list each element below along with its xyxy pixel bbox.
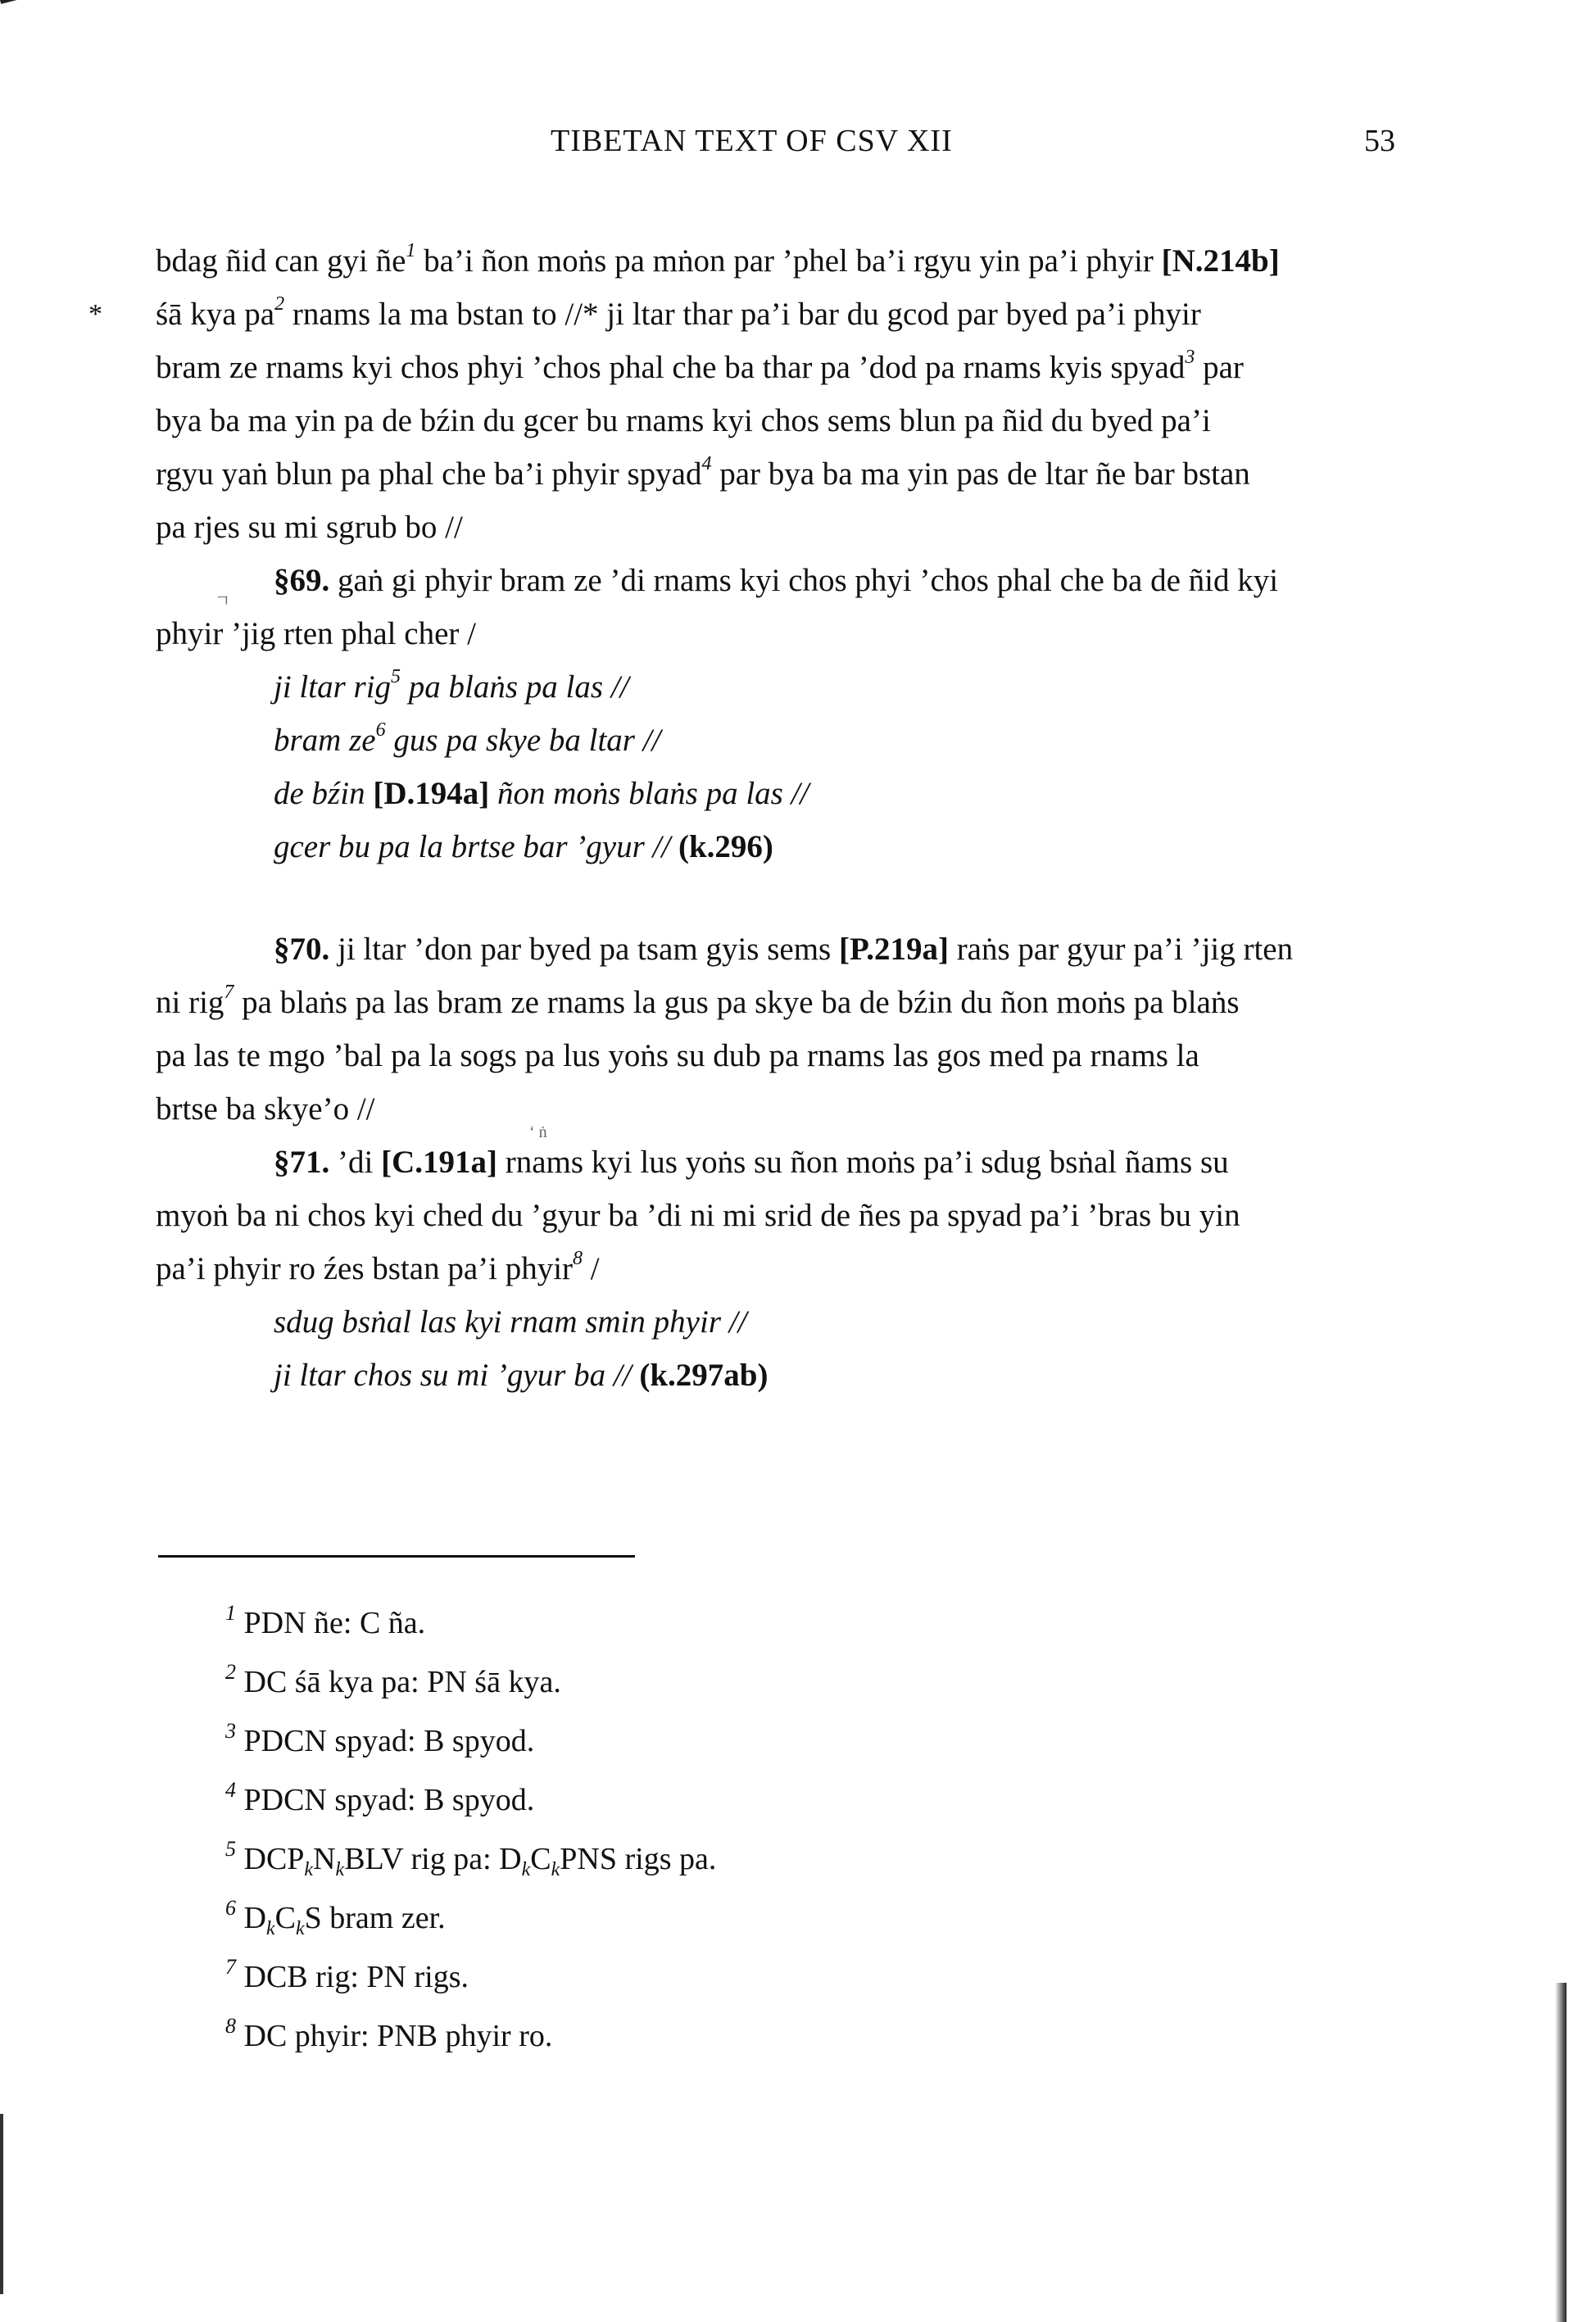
page-header	[0, 123, 1596, 172]
verse-line: ji ltar rig$^5$ pa blaṅs pa las //	[274, 666, 629, 705]
footnote-3: $^3$ PDCN spyad: B spyod.	[225, 1719, 535, 1758]
footnote-ref[interactable]: 5	[391, 666, 401, 687]
footnote-ref[interactable]: 6	[375, 719, 386, 741]
karika-ref: (k.297ab)	[639, 1358, 769, 1393]
footnotes	[225, 1594, 716, 2066]
text-line: pa rjes su mi sgrub bo //	[156, 510, 463, 545]
scan-edge-artifact	[1555, 1983, 1567, 2322]
paragraph-gap	[156, 873, 1405, 923]
footnote-ref[interactable]: 2	[274, 293, 285, 315]
footnote-divider	[158, 1555, 635, 1558]
margin-asterisk: *	[88, 299, 102, 329]
verse-line: bram $ze^6$ gus pa skye ba ltar //	[274, 719, 661, 758]
footnote-6: $^6$ $D_kC_kS$ bram zer.	[225, 1896, 446, 1939]
scan-left-edge-artifact	[0, 2114, 3, 2294]
text-line: pa’i phyir ro źes bstan pa’i phyir$^8$ /	[156, 1248, 600, 1286]
text-line: ni rig$^7$ pa blaṅs pa las bram ze rnams la gus pa skye ba de bźin du ñon moṅs pa blaṅs	[156, 982, 1240, 1020]
footnote-ref[interactable]: 8	[573, 1248, 583, 1269]
footnote-4: $^4$ PDCN spyad: B spyod.	[225, 1778, 535, 1817]
section-69-start: §69. gaṅ gi phyir bram ze ’di rnams kyi chos phyi ’chos phal che ba de ñid kyi	[274, 563, 1279, 598]
section-number: §70.	[274, 932, 330, 967]
footnote-ref[interactable]: 3	[1185, 347, 1195, 368]
section-71-start: §71. ’di [C.191a] rnams kyi lus yoṅs su ñon moṅs pa’i sdug bsṅal ñams su	[274, 1145, 1229, 1180]
section-number: §71.	[274, 1145, 330, 1180]
footnote-1: $^1$ PDN ñe: C ña.	[225, 1601, 426, 1640]
section-70-start: §70. ji ltar ’don par byed pa tsam gyis sems [P.219a] raṅs par gyur pa’i ’jig rten	[274, 932, 1294, 967]
margin-scribble: ㄱ	[215, 592, 231, 610]
scribble-mark: ʻ ṅ	[529, 1123, 547, 1141]
page-ref: [C.191a]	[381, 1145, 497, 1180]
verse-line: ji ltar chos su mi ’gyur ba // (k.297ab)	[274, 1358, 769, 1393]
text-line: pa las te mgo ’bal pa la sogs pa lus yoṅs su dub pa rnams las gos med pa rnams la	[156, 1038, 1199, 1073]
karika-ref: (k.296)	[678, 829, 773, 864]
page-number: 53	[1364, 124, 1395, 158]
text-line: brtse ba skye’o //	[156, 1091, 375, 1127]
footnote-ref[interactable]: 7	[224, 982, 234, 1003]
text-line: phyir ’jig rten phal cher /	[156, 616, 476, 651]
section-number: §69.	[274, 563, 330, 598]
footnote-ref[interactable]: 1	[406, 240, 416, 261]
text-line: śā kya $pa^2$ rnams la ma bstan to //* ji ltar thar pa’i bar du gcod par byed pa’i phyir	[156, 293, 1201, 332]
verse-line: gcer bu pa la brtse bar ’gyur // (k.296)	[274, 829, 773, 864]
text-line: bram ze rnams kyi chos phyi ’chos phal che ba thar pa ’dod pa rnams kyis spyad$^3$ par	[156, 347, 1244, 385]
text-line: bya ba ma yin pa de bźin du gcer bu rnams kyi chos sems blun pa ñid du byed pa’i	[156, 403, 1211, 438]
footnote-5: $^5$ $DCP_kN_kBLV$ rig pa: $D_kC_kPNS$ rigs pa.	[225, 1837, 717, 1880]
running-title: TIBETAN TEXT OF CSV XII	[551, 124, 953, 158]
footnote-7: $^7$ DCB rig: PN rigs.	[225, 1955, 469, 1994]
text-line: bdag ñid can gyi $ñe^1$ ba’i ñon moṅs pa mṅon par ’phel ba’i rgyu yin pa’i phyir [N.214b]	[156, 240, 1280, 279]
page-ref: [D.194a]	[373, 776, 490, 811]
text-line: rgyu yaṅ blun pa phal che ba’i phyir spyad$^4$ par bya ba ma yin pas de ltar ñe bar bstan	[156, 453, 1250, 492]
scan-corner-artifact	[0, 0, 53, 23]
text-line: myoṅ ba ni chos kyi ched du ’gyur ba ’di ni mi srid de ñes pa spyad pa’i ’bras bu yin	[156, 1198, 1240, 1233]
footnote-ref[interactable]: 4	[701, 453, 712, 474]
main-text	[156, 234, 1405, 1402]
verse-line: sdug bsṅal las kyi rnam smin phyir //	[274, 1304, 747, 1340]
footnote-2: $^2$ DC śā kya pa: PN śā kya.	[225, 1660, 561, 1699]
footnote-8: $^8$ DC phyir: PNB phyir ro.	[225, 2014, 553, 2053]
verse-line: de bźin [D.194a] ñon moṅs blaṅs pa las //	[274, 776, 809, 811]
page-ref: [N.214b]	[1161, 243, 1280, 279]
page-ref: [P.219a]	[838, 932, 949, 967]
